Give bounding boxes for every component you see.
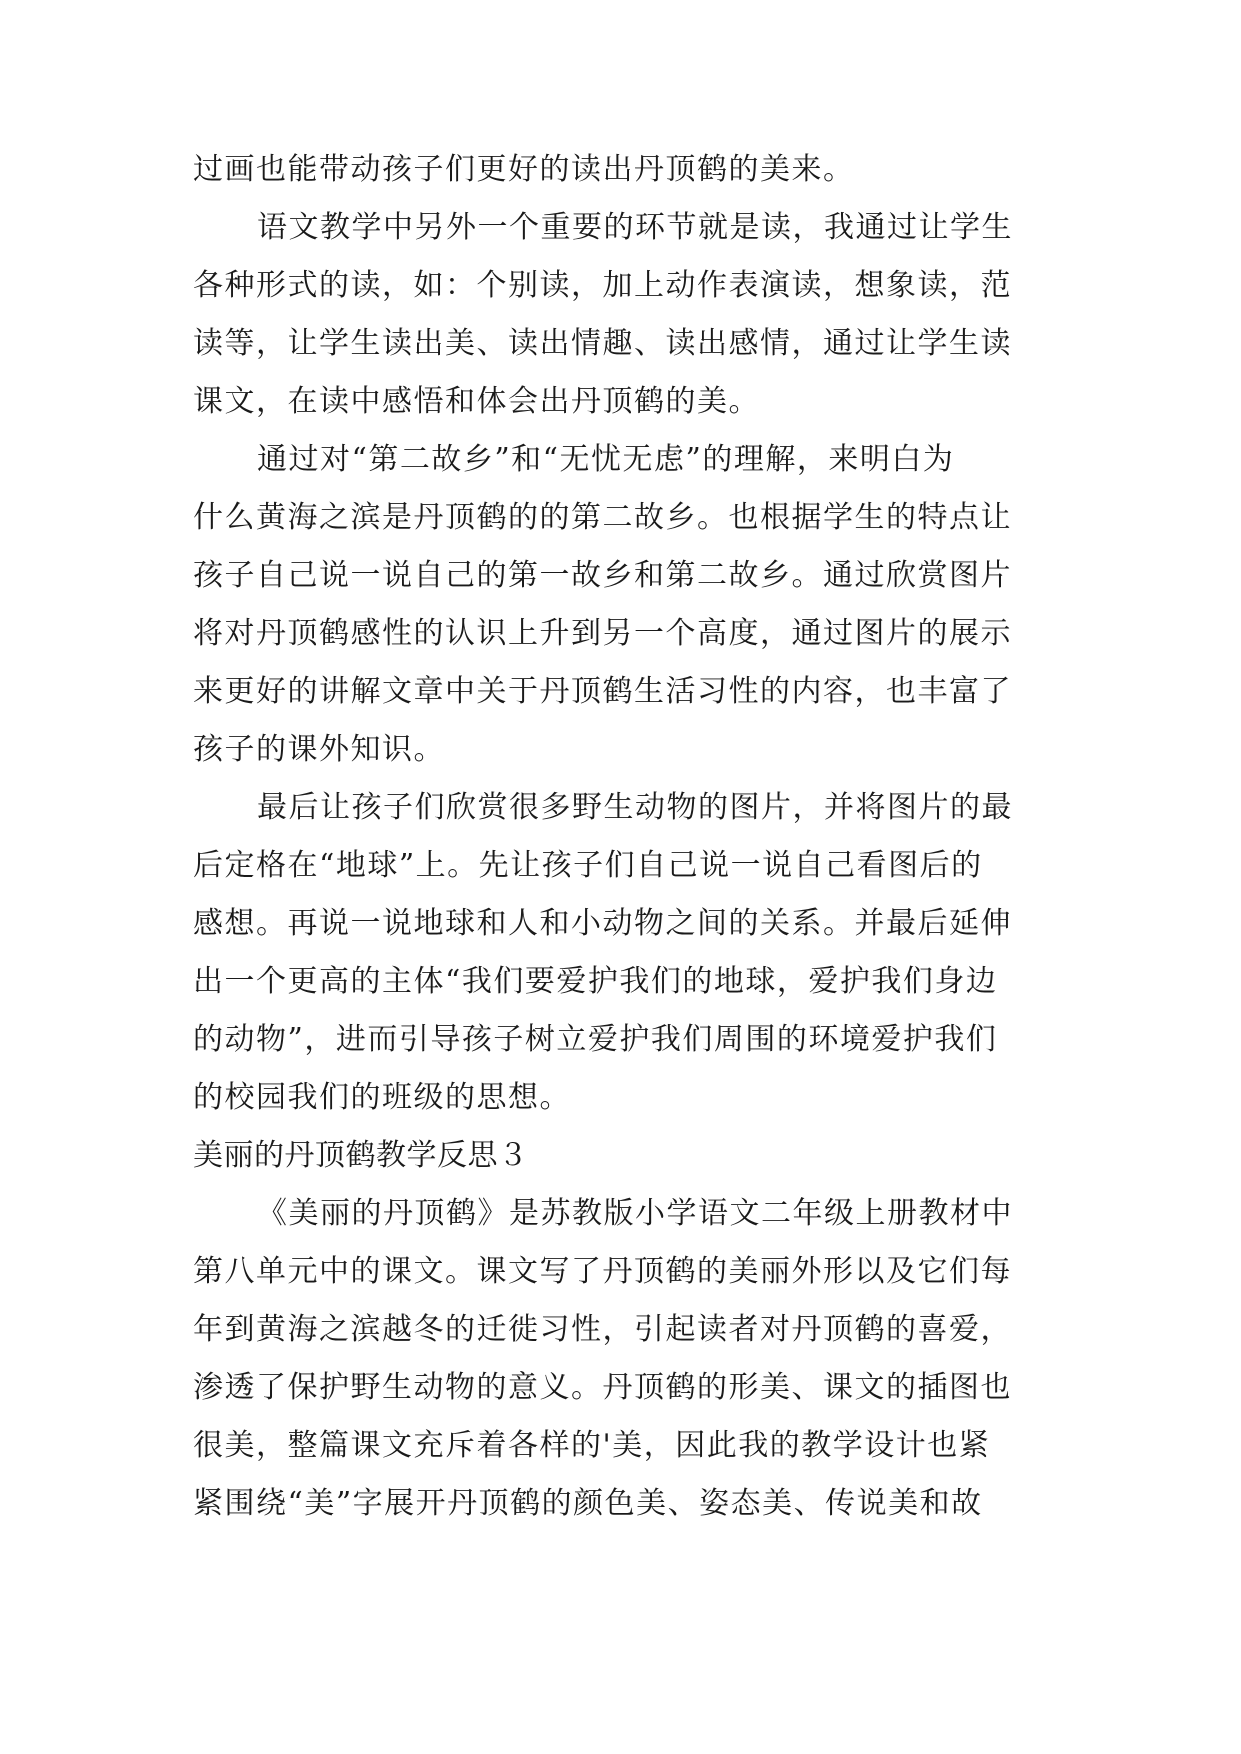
text-line: 各种形式的读，如：个别读，加上动作表演读，想象读，范	[193, 268, 1012, 303]
text-line: 什么黄海之滨是丹顶鹤的的第二故乡。也根据学生的特点让	[193, 500, 1012, 535]
paragraph-first-line: 最后让孩子们欣赏很多野生动物的图片，并将图片的最	[257, 790, 1013, 825]
text-line: 课文，在读中感悟和体会出丹顶鹤的美。	[193, 384, 760, 419]
text-line: 的动物”，进而引导孩子树立爱护我们周围的环境爱护我们	[193, 1022, 998, 1057]
text-line: 很美，整篇课文充斥着各样的'美，因此我的教学设计也紧	[193, 1428, 991, 1463]
paragraph-first-line: 《美丽的丹顶鹤》是苏教版小学语文二年级上册教材中	[257, 1196, 1013, 1231]
text-line: 将对丹顶鹤感性的认识上升到另一个高度，通过图片的展示	[193, 616, 1012, 651]
text-line: 紧围绕“美”字展开丹顶鹤的颜色美、姿态美、传说美和故	[193, 1486, 983, 1521]
text-line: 孩子的课外知识。	[193, 732, 445, 767]
text-line: 第八单元中的课文。课文写了丹顶鹤的美丽外形以及它们每	[193, 1254, 1012, 1289]
text-line: 渗透了保护野生动物的意义。丹顶鹤的形美、课文的插图也	[193, 1370, 1012, 1405]
section-heading: 美丽的丹顶鹤教学反思３	[193, 1138, 529, 1173]
text-line: 的校园我们的班级的思想。	[193, 1080, 571, 1115]
text-line: 读等，让学生读出美、读出情趣、读出感情，通过让学生读	[193, 326, 1012, 361]
paragraph-first-line: 通过对“第二故乡”和“无忧无虑”的理解，来明白为	[257, 442, 955, 477]
text-line: 孩子自己说一说自己的第一故乡和第二故乡。通过欣赏图片	[193, 558, 1012, 593]
text-line: 感想。再说一说地球和人和小动物之间的关系。并最后延伸	[193, 906, 1012, 941]
paragraph-first-line: 语文教学中另外一个重要的环节就是读，我通过让学生	[257, 210, 1013, 245]
text-line: 年到黄海之滨越冬的迁徙习性，引起读者对丹顶鹤的喜爱，	[193, 1312, 1012, 1347]
text-line: 出一个更高的主体“我们要爱护我们的地球，爱护我们身边	[193, 964, 998, 999]
text-line: 来更好的讲解文章中关于丹顶鹤生活习性的内容，也丰富了	[193, 674, 1012, 709]
text-line: 过画也能带动孩子们更好的读出丹顶鹤的美来。	[193, 152, 855, 187]
text-line: 后定格在“地球”上。先让孩子们自己说一说自己看图后的	[193, 848, 983, 883]
